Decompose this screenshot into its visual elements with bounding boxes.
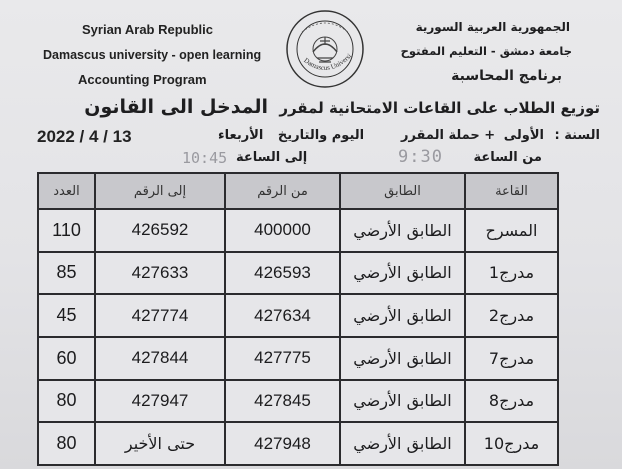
table-row <box>38 380 558 423</box>
distribution-table <box>37 172 559 466</box>
count-cell: 110 <box>38 209 95 252</box>
table-row <box>38 422 558 465</box>
damascus-university-logo <box>284 8 366 90</box>
hall-cell: مدرج8 <box>465 380 558 423</box>
logo-caption: Damascus Universi <box>302 51 354 73</box>
year-label: السنة : <box>554 128 600 143</box>
day-value: الأربعاء <box>218 128 264 143</box>
from-time-value: 9:30 <box>398 147 443 167</box>
count-cell: 80 <box>38 422 95 465</box>
year-line <box>401 128 600 143</box>
hall-cell: مدرج2 <box>465 294 558 337</box>
table-row <box>38 209 558 252</box>
day-date-label: اليوم والتاريخ <box>277 128 365 143</box>
to-number-cell: 427844 <box>95 337 225 380</box>
year-value: الأولى <box>503 128 544 143</box>
header-to-number: إلى الرقم <box>95 173 225 209</box>
table-row <box>38 337 558 380</box>
floor-cell: الطابق الأرضي <box>340 294 465 337</box>
hall-cell: مدرج10 <box>465 422 558 465</box>
header-ar-republic: الجمهورية العربية السورية <box>415 20 570 34</box>
from-number-cell: 400000 <box>225 209 340 252</box>
day-date-line <box>218 128 364 143</box>
header-en-republic: Syrian Arab Republic <box>82 22 213 37</box>
floor-cell: الطابق الأرضي <box>340 337 465 380</box>
table-header-row <box>38 173 558 209</box>
exam-date: 2022 / 4 / 13 <box>37 127 132 146</box>
from-time-label: من الساعة <box>473 150 542 165</box>
course-holders: + حملة المقرر <box>400 128 496 143</box>
course-name: المدخل الى القانون <box>84 96 269 118</box>
title-prefix: توزيع الطلاب على القاعات الامتحانية لمقرر <box>279 99 600 117</box>
from-number-cell: 427634 <box>225 294 340 337</box>
floor-cell: الطابق الأرضي <box>340 422 465 465</box>
from-number-cell: 426593 <box>225 252 340 295</box>
count-cell: 60 <box>38 337 95 380</box>
document-title <box>84 96 600 118</box>
floor-cell: الطابق الأرضي <box>340 380 465 423</box>
hall-cell: مدرج7 <box>465 337 558 380</box>
to-number-cell: 426592 <box>95 209 225 252</box>
to-number-cell: 427633 <box>95 252 225 295</box>
to-number-cell: 427947 <box>95 380 225 423</box>
table-row <box>38 294 558 337</box>
header-count: العدد <box>38 173 95 209</box>
floor-cell: الطابق الأرضي <box>340 252 465 295</box>
from-number-cell: 427845 <box>225 380 340 423</box>
count-cell: 45 <box>38 294 95 337</box>
from-number-cell: 427948 <box>225 422 340 465</box>
header-en-university: Damascus university - open learning <box>43 48 262 62</box>
hall-cell: مدرج1 <box>465 252 558 295</box>
header-from-number: من الرقم <box>225 173 340 209</box>
to-time-value: 10:45 <box>182 149 228 167</box>
count-cell: 80 <box>38 380 95 423</box>
to-number-cell: 427774 <box>95 294 225 337</box>
header-hall: القاعة <box>465 173 558 209</box>
header-floor: الطابق <box>340 173 465 209</box>
svg-text:Damascus University <box>284 8 353 72</box>
to-time-label: إلى الساعة <box>236 150 308 165</box>
header-ar-university: جامعة دمشق - التعليم المفتوح <box>400 44 572 58</box>
header-ar-program: برنامج المحاسبة <box>451 68 562 84</box>
table-row <box>38 252 558 295</box>
count-cell: 85 <box>38 252 95 295</box>
floor-cell: الطابق الأرضي <box>340 209 465 252</box>
to-number-cell: حتى الأخير <box>95 422 225 465</box>
hall-cell: المسرح <box>465 209 558 252</box>
header-en-program: Accounting Program <box>78 72 207 87</box>
from-number-cell: 427775 <box>225 337 340 380</box>
